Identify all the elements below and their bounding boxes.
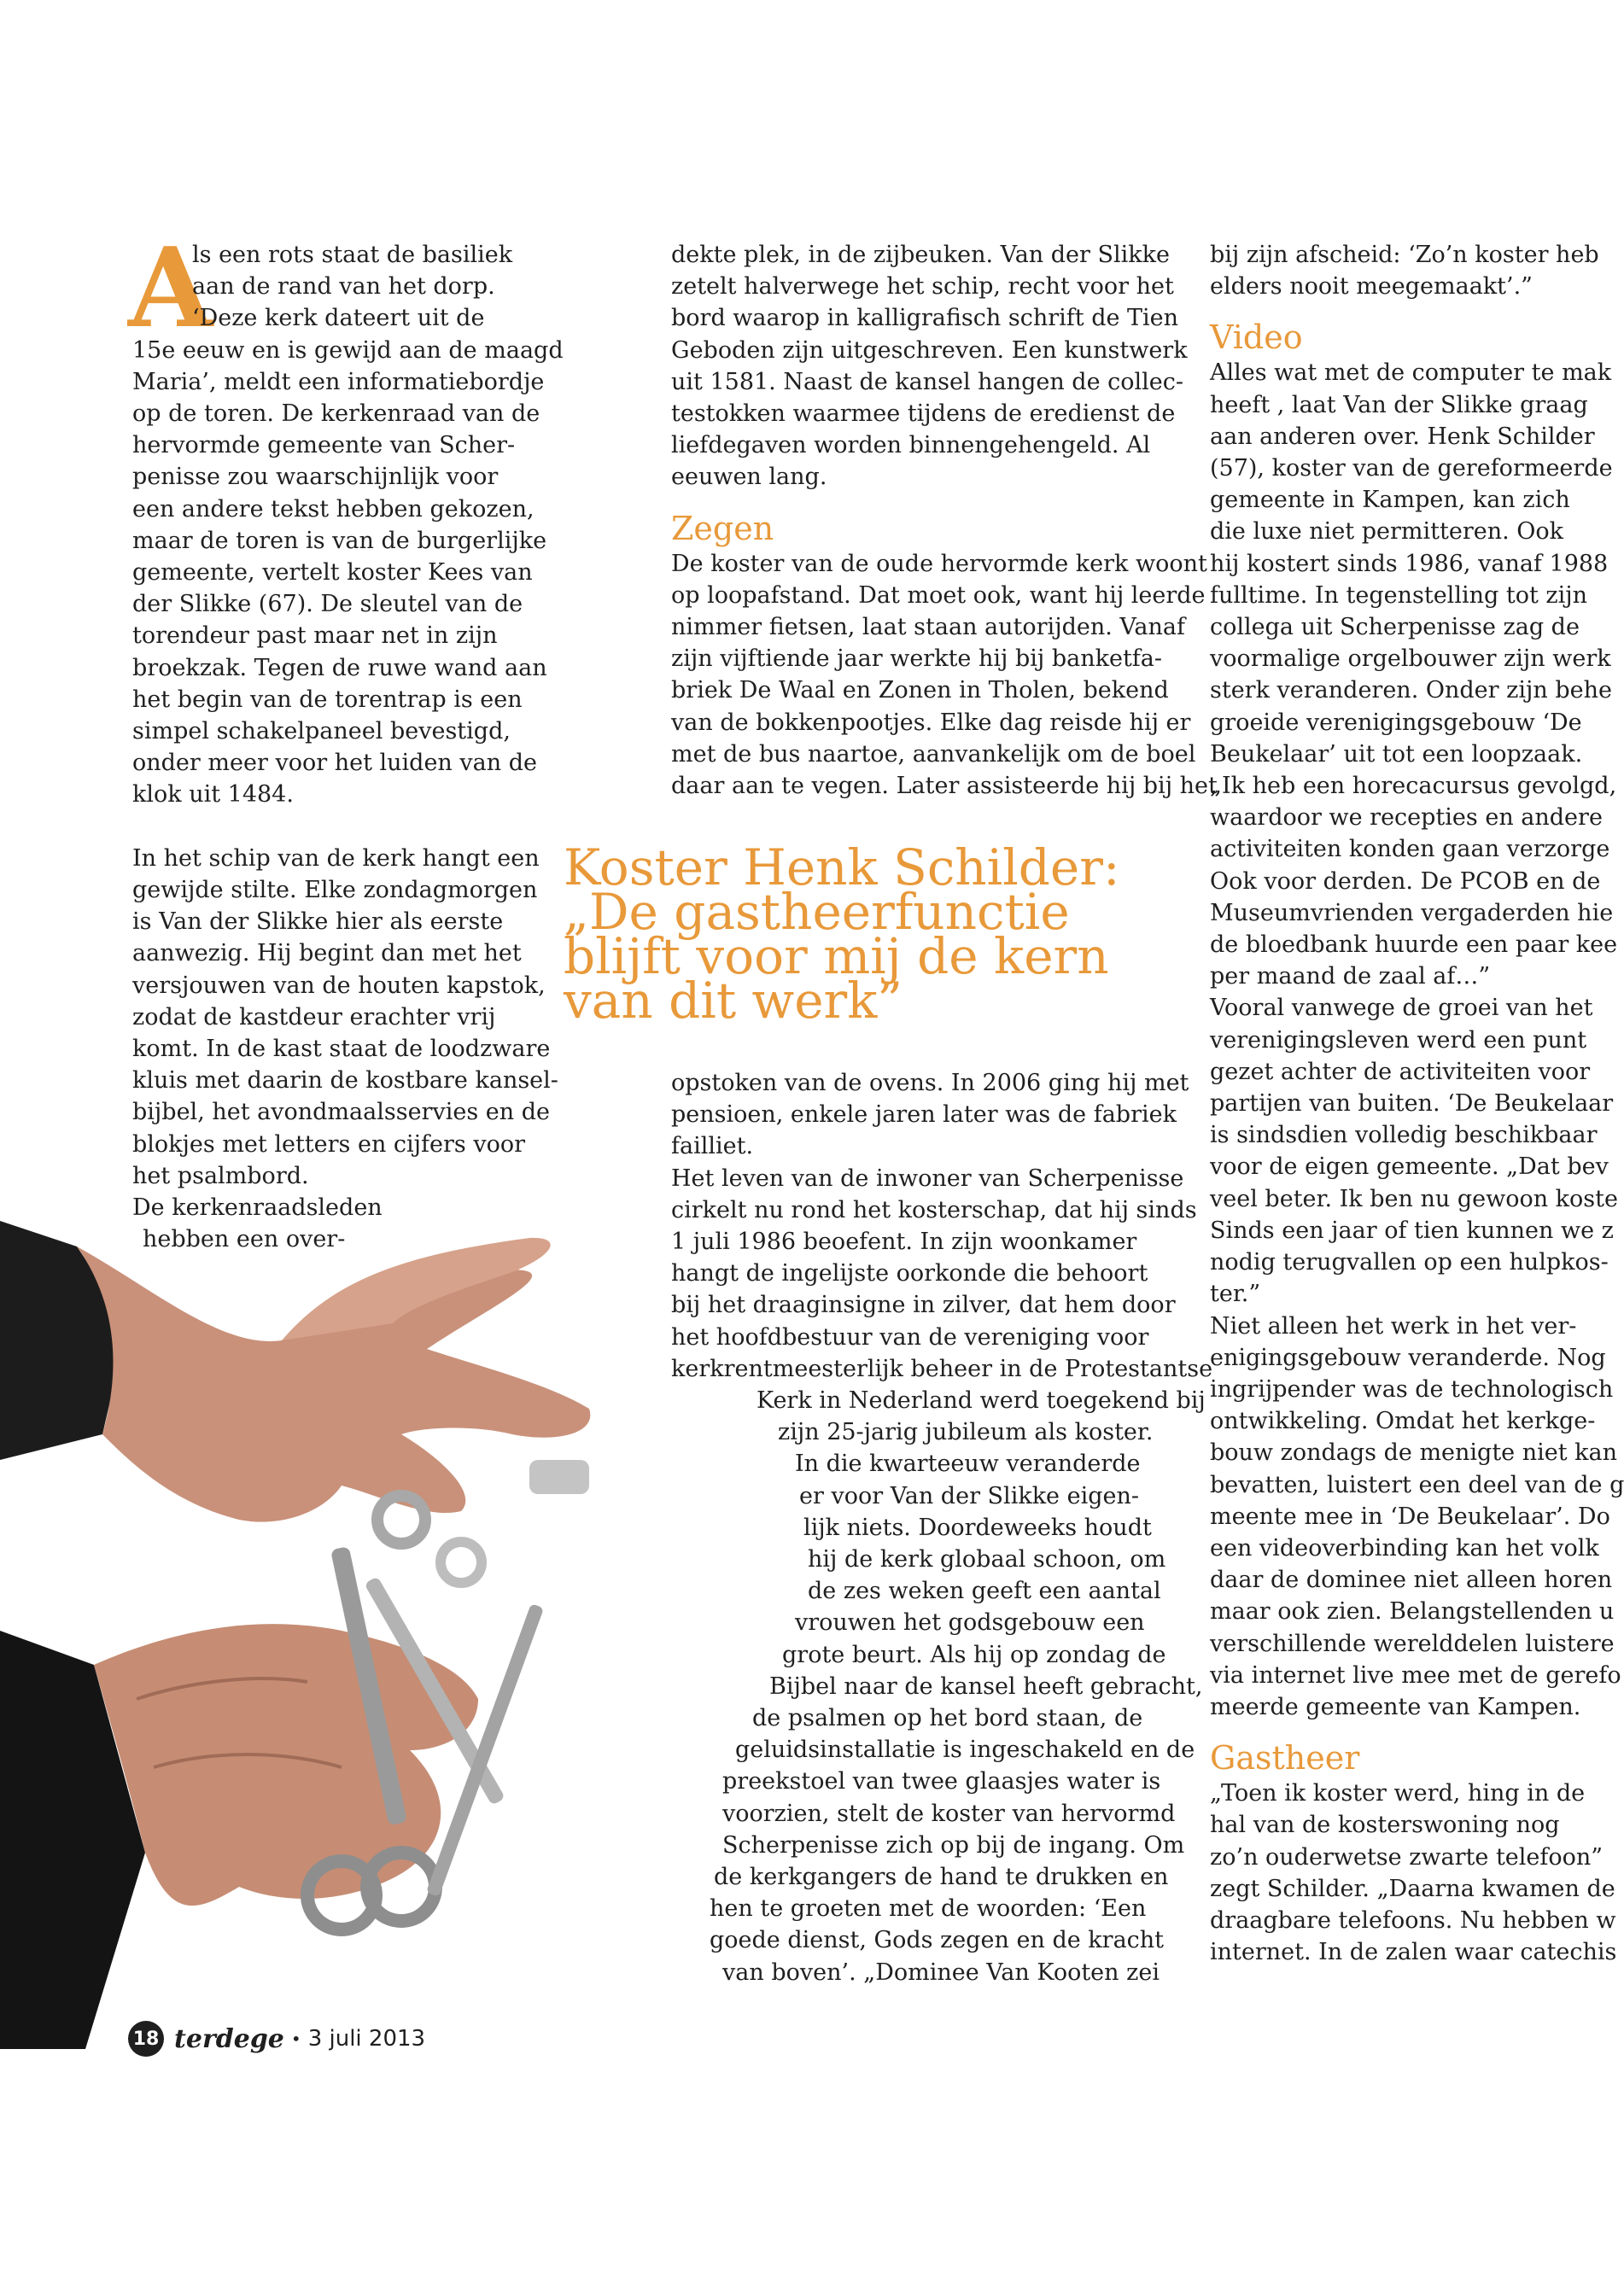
text-line: hal van de kosterswoning nog <box>1210 1812 1560 1839</box>
text-line: het hoofdbestuur van de vereniging voor <box>671 1323 1149 1351</box>
text-line: liefdegaven worden binnengehengeld. Al <box>671 432 1151 459</box>
magazine-logo: terdege <box>174 2023 284 2054</box>
text-line: ingrijpender was de technologisch <box>1210 1375 1614 1403</box>
issue-date: 3 juli 2013 <box>307 2026 426 2052</box>
text-line: op de toren. De kerkenraad van de <box>132 400 540 428</box>
text-line: komt. In de kast staat de loodzware <box>132 1036 551 1063</box>
text-line: Beukelaar’ uit tot een loopzaak. <box>1210 740 1583 768</box>
text-line: zijn vijftiende jaar werkte hij bij banketfa- <box>671 645 1163 673</box>
heading-gastheer: Gastheer <box>1210 1739 1360 1778</box>
text-line: geluidsinstallatie is ingeschakeld en de <box>735 1737 1195 1764</box>
text-line: meerde gemeente van Kampen. <box>1210 1693 1581 1720</box>
text-line: „De gastheerfunctie <box>564 883 1070 941</box>
text-line: aan anderen over. Henk Schilder <box>1210 423 1595 450</box>
text-line: daar de dominee niet alleen horen <box>1210 1567 1613 1594</box>
text-line: zetelt halverwege het schip, recht voor het <box>671 273 1174 301</box>
text-line: er voor Van der Slikke eigen- <box>799 1482 1139 1509</box>
text-line: zijn 25-jarig jubileum als koster. <box>778 1419 1154 1446</box>
separator-dot: • <box>290 2029 301 2049</box>
text-line: klok uit 1484. <box>132 781 294 809</box>
text-line: internet. In de zalen waar catechis <box>1210 1939 1617 1966</box>
text-line: Geboden zijn uitgeschreven. Een kunstwerk <box>671 336 1188 364</box>
text-line: ter.” <box>1210 1281 1261 1308</box>
text-line: activiteiten konden gaan verzorge <box>1210 836 1610 863</box>
column-1 <box>132 239 564 1255</box>
text-line: collega uit Scherpenisse zag de <box>1210 614 1580 641</box>
text-line: elders nooit meegemaakt’.” <box>1210 273 1533 301</box>
text-line: der Slikke (67). De sleutel van de <box>132 591 523 618</box>
text-line: vrouwen het godsgebouw een <box>795 1609 1145 1637</box>
column-2-top <box>671 239 1218 802</box>
text-line: De kerkenraadsleden <box>132 1194 383 1222</box>
text-line: aan de rand van het dorp. <box>192 273 495 301</box>
text-line: gezet achter de activiteiten voor <box>1210 1058 1591 1085</box>
text-line: maar de toren is van de burgerlijke <box>132 527 547 554</box>
text-line: bevatten, luistert een deel van de g <box>1210 1471 1624 1498</box>
column-3 <box>1210 239 1624 1968</box>
text-line: In die kwarteeuw veranderde <box>795 1451 1141 1478</box>
text-line: Ook voor derden. De PCOB en de <box>1210 867 1601 895</box>
text-line: bouw zondags de menigte niet kan <box>1210 1439 1618 1467</box>
text-line: sterk veranderen. Onder zijn behe <box>1210 677 1612 704</box>
text-line: hij kostert sinds 1986, vanaf 1988 <box>1210 550 1609 577</box>
text-line: hen te groeten met de woorden: ‘Een <box>710 1895 1147 1923</box>
text-line: nimmer fietsen, laat staan autorijden. Vanaf <box>671 614 1185 641</box>
text-line: is sindsdien volledig beschikbaar <box>1210 1122 1598 1149</box>
text-line: Sinds een jaar of tien kunnen we z <box>1210 1217 1614 1244</box>
heading-video: Video <box>1210 318 1303 357</box>
text-line: Scherpenisse zich op bij de ingang. Om <box>722 1831 1185 1859</box>
text-line: meente mee in ‘De Beukelaar’. Do <box>1210 1503 1610 1530</box>
text-line: is Van der Slikke hier als eerste <box>132 908 504 936</box>
text-line: dekte plek, in de zijbeuken. Van der Slikke <box>671 242 1170 268</box>
text-line: Koster Henk Schilder: <box>564 838 1120 896</box>
text-line: gemeente in Kampen, kan zich <box>1210 487 1570 514</box>
text-line: de zes weken geeft een aantal <box>808 1578 1161 1605</box>
keys-hands-photo <box>0 1153 598 2049</box>
text-line: hij de kerk globaal schoon, om <box>808 1546 1166 1573</box>
text-line: verschillende werelddelen luistere <box>1210 1630 1615 1657</box>
text-line: pensioen, enkele jaren later was de fabriek <box>671 1101 1177 1129</box>
text-line: uit 1581. Naast de kansel hangen de collec- <box>671 368 1184 395</box>
text-line: gemeente, vertelt koster Kees van <box>132 559 533 587</box>
text-line: veel beter. Ik ben nu gewoon koste <box>1210 1185 1618 1212</box>
text-line: testokken waarmee tijdens de eredienst de <box>671 400 1176 428</box>
text-line <box>132 811 525 843</box>
text-line: daar aan te vegen. Later assisteerde hij bij het <box>671 773 1218 800</box>
text-line: van de bokkenpootjes. Elke dag reisde hij er <box>671 709 1191 736</box>
heading-zegen: Zegen <box>671 509 774 547</box>
page-footer <box>128 2022 425 2056</box>
text-line: eeuwen lang. <box>671 464 827 491</box>
text-line: op loopafstand. Dat moet ook, want hij leerde <box>671 581 1206 609</box>
text-line: fulltime. In tegenstelling tot zijn <box>1210 581 1588 609</box>
text-line: per maand de zaal af…” <box>1210 963 1491 990</box>
text-line: 1 juli 1986 beoefent. In zijn woonkamer <box>671 1229 1137 1256</box>
text-line: failliet. <box>671 1133 754 1160</box>
text-line: „Toen ik koster werd, hing in de <box>1210 1780 1586 1807</box>
text-line: Het leven van de inwoner van Scherpenisse <box>671 1165 1184 1192</box>
text-line: (57), koster van de gereformeerde <box>1210 455 1613 482</box>
text-line: het psalmbord. <box>132 1162 309 1189</box>
drop-cap: A <box>128 225 213 353</box>
column-2-bottom <box>671 1067 1213 1988</box>
text-line: de bloedbank huurde een paar kee <box>1210 931 1618 959</box>
text-line: cirkelt nu rond het kosterschap, dat hij sinds <box>671 1196 1197 1223</box>
text-line: preekstoel van twee glaasjes water is <box>722 1768 1161 1795</box>
text-line: Alles wat met de computer te mak <box>1210 359 1612 387</box>
text-line: maar ook zien. Belangstellenden u <box>1210 1598 1615 1626</box>
text-line: bijbel, het avondmaalsservies en de <box>132 1099 550 1126</box>
page-number: 18 <box>128 2021 164 2057</box>
text-line: het begin van de torentrap is een <box>132 686 523 713</box>
text-line: ontwikkeling. Omdat het kerkge- <box>1210 1408 1596 1435</box>
text-line: ls een rots staat de basiliek <box>192 242 513 268</box>
text-line: voormalige orgelbouwer zijn werk <box>1210 645 1611 673</box>
text-line: de psalmen op het bord staan, de <box>752 1705 1143 1732</box>
text-line: Maria’, meldt een informatiebordje <box>132 368 545 395</box>
text-line: een videoverbinding kan het volk <box>1210 1534 1599 1562</box>
text-line: grote beurt. Als hij op zondag de <box>782 1641 1166 1668</box>
text-line: goede dienst, Gods zegen en de kracht <box>710 1927 1165 1954</box>
text-line: lijk niets. Doordeweeks houdt <box>803 1514 1152 1541</box>
text-line: nodig terugvallen op een hulpkos- <box>1210 1249 1609 1276</box>
text-line: hebben een over- <box>143 1226 346 1253</box>
text-line: zodat de kastdeur erachter vrij <box>132 1003 496 1030</box>
text-line: bord waarop in kalligrafisch schrift de Tien <box>671 305 1179 332</box>
text-line: „Ik heb een horecacursus gevolgd, <box>1210 773 1617 800</box>
text-line: aanwezig. Hij begint dan met het <box>132 940 522 967</box>
text-line: De koster van de oude hervormde kerk woont <box>671 550 1207 577</box>
text-line: kluis met daarin de kostbare kansel- <box>132 1067 558 1095</box>
text-line: partijen van buiten. ‘De Beukelaar <box>1210 1090 1614 1118</box>
text-line: In het schip van de kerk hangt een <box>132 844 540 872</box>
text-line: met de bus naartoe, aanvankelijk om de boel <box>671 740 1196 768</box>
text-line: torendeur past maar net in zijn <box>132 622 498 650</box>
text-line: voor de eigen gemeente. „Dat bev <box>1210 1153 1609 1181</box>
text-line: Kerk in Nederland werd toegekend bij <box>757 1387 1206 1415</box>
text-line: draagbare telefoons. Nu hebben w <box>1210 1906 1616 1934</box>
text-line: blijft voor mij de kern <box>564 927 1109 985</box>
text-line: groeide verenigingsgebouw ‘De <box>1210 709 1582 736</box>
text-line: van boven’. „Dominee Van Kooten zei <box>722 1959 1160 1986</box>
text-line: bij zijn afscheid: ‘Zo’n koster heb <box>1210 242 1599 268</box>
text-line: hervormde gemeente van Scher- <box>132 432 516 459</box>
text-line: Vooral vanwege de groei van het <box>1210 995 1593 1022</box>
text-line: opstoken van de ovens. In 2006 ging hij met <box>671 1070 1189 1096</box>
text-line: een andere tekst hebben gekozen, <box>132 495 535 523</box>
upper-hand-shape <box>77 1238 590 1522</box>
text-line: Niet alleen het werk in het ver- <box>1210 1312 1577 1340</box>
text-line: Museumvrienden vergaderden hie <box>1210 899 1614 926</box>
text-line: penisse zou waarschijnlijk voor <box>132 464 499 491</box>
text-line: 15e eeuw en is gewijd aan de maagd <box>132 336 564 364</box>
text-line: zo’n ouderwetse zwarte telefoon” <box>1210 1843 1604 1871</box>
text-line: onder meer voor het luiden van de <box>132 750 537 777</box>
text-line: zegt Schilder. „Daarna kwamen de <box>1210 1875 1615 1902</box>
text-line: kerkrentmeesterlijk beheer in de Protestantse <box>671 1355 1213 1382</box>
text-line: verenigingsleven werd een punt <box>1210 1026 1587 1054</box>
text-line: blokjes met letters en cijfers voor <box>132 1130 526 1158</box>
text-line: die luxe niet permitteren. Ook <box>1210 518 1564 546</box>
text-line: bij het draaginsigne in zilver, dat hem door <box>671 1292 1176 1319</box>
text-line: heeft , laat Van der Slikke graag <box>1210 391 1588 418</box>
text-line: enigingsgebouw veranderde. Nog <box>1210 1344 1606 1371</box>
text-line: gewijde stilte. Elke zondagmorgen <box>132 877 538 904</box>
text-line: voorzien, stelt de koster van hervormd <box>722 1800 1176 1827</box>
text-line: broekzak. Tegen de ruwe wand aan <box>132 654 547 681</box>
pull-quote <box>564 838 1120 1030</box>
text-line: via internet live mee met de gerefo <box>1210 1661 1621 1689</box>
text-line: versjouwen van de houten kapstok, <box>132 972 546 999</box>
text-line: Bijbel naar de kansel heeft gebracht, <box>769 1673 1203 1700</box>
text-line: simpel schakelpaneel bevestigd, <box>132 718 511 745</box>
text-line: briek De Waal en Zonen in Tholen, bekend <box>671 677 1169 704</box>
text-line: de kerkgangers de hand te drukken en <box>714 1864 1169 1891</box>
text-line: ‘Deze kerk dateert uit de <box>192 305 485 332</box>
text-line: van dit werk” <box>564 972 903 1030</box>
text-line: waardoor we recepties en andere <box>1210 804 1603 832</box>
text-line: hangt de ingelijste oorkonde die behoort <box>671 1260 1148 1287</box>
